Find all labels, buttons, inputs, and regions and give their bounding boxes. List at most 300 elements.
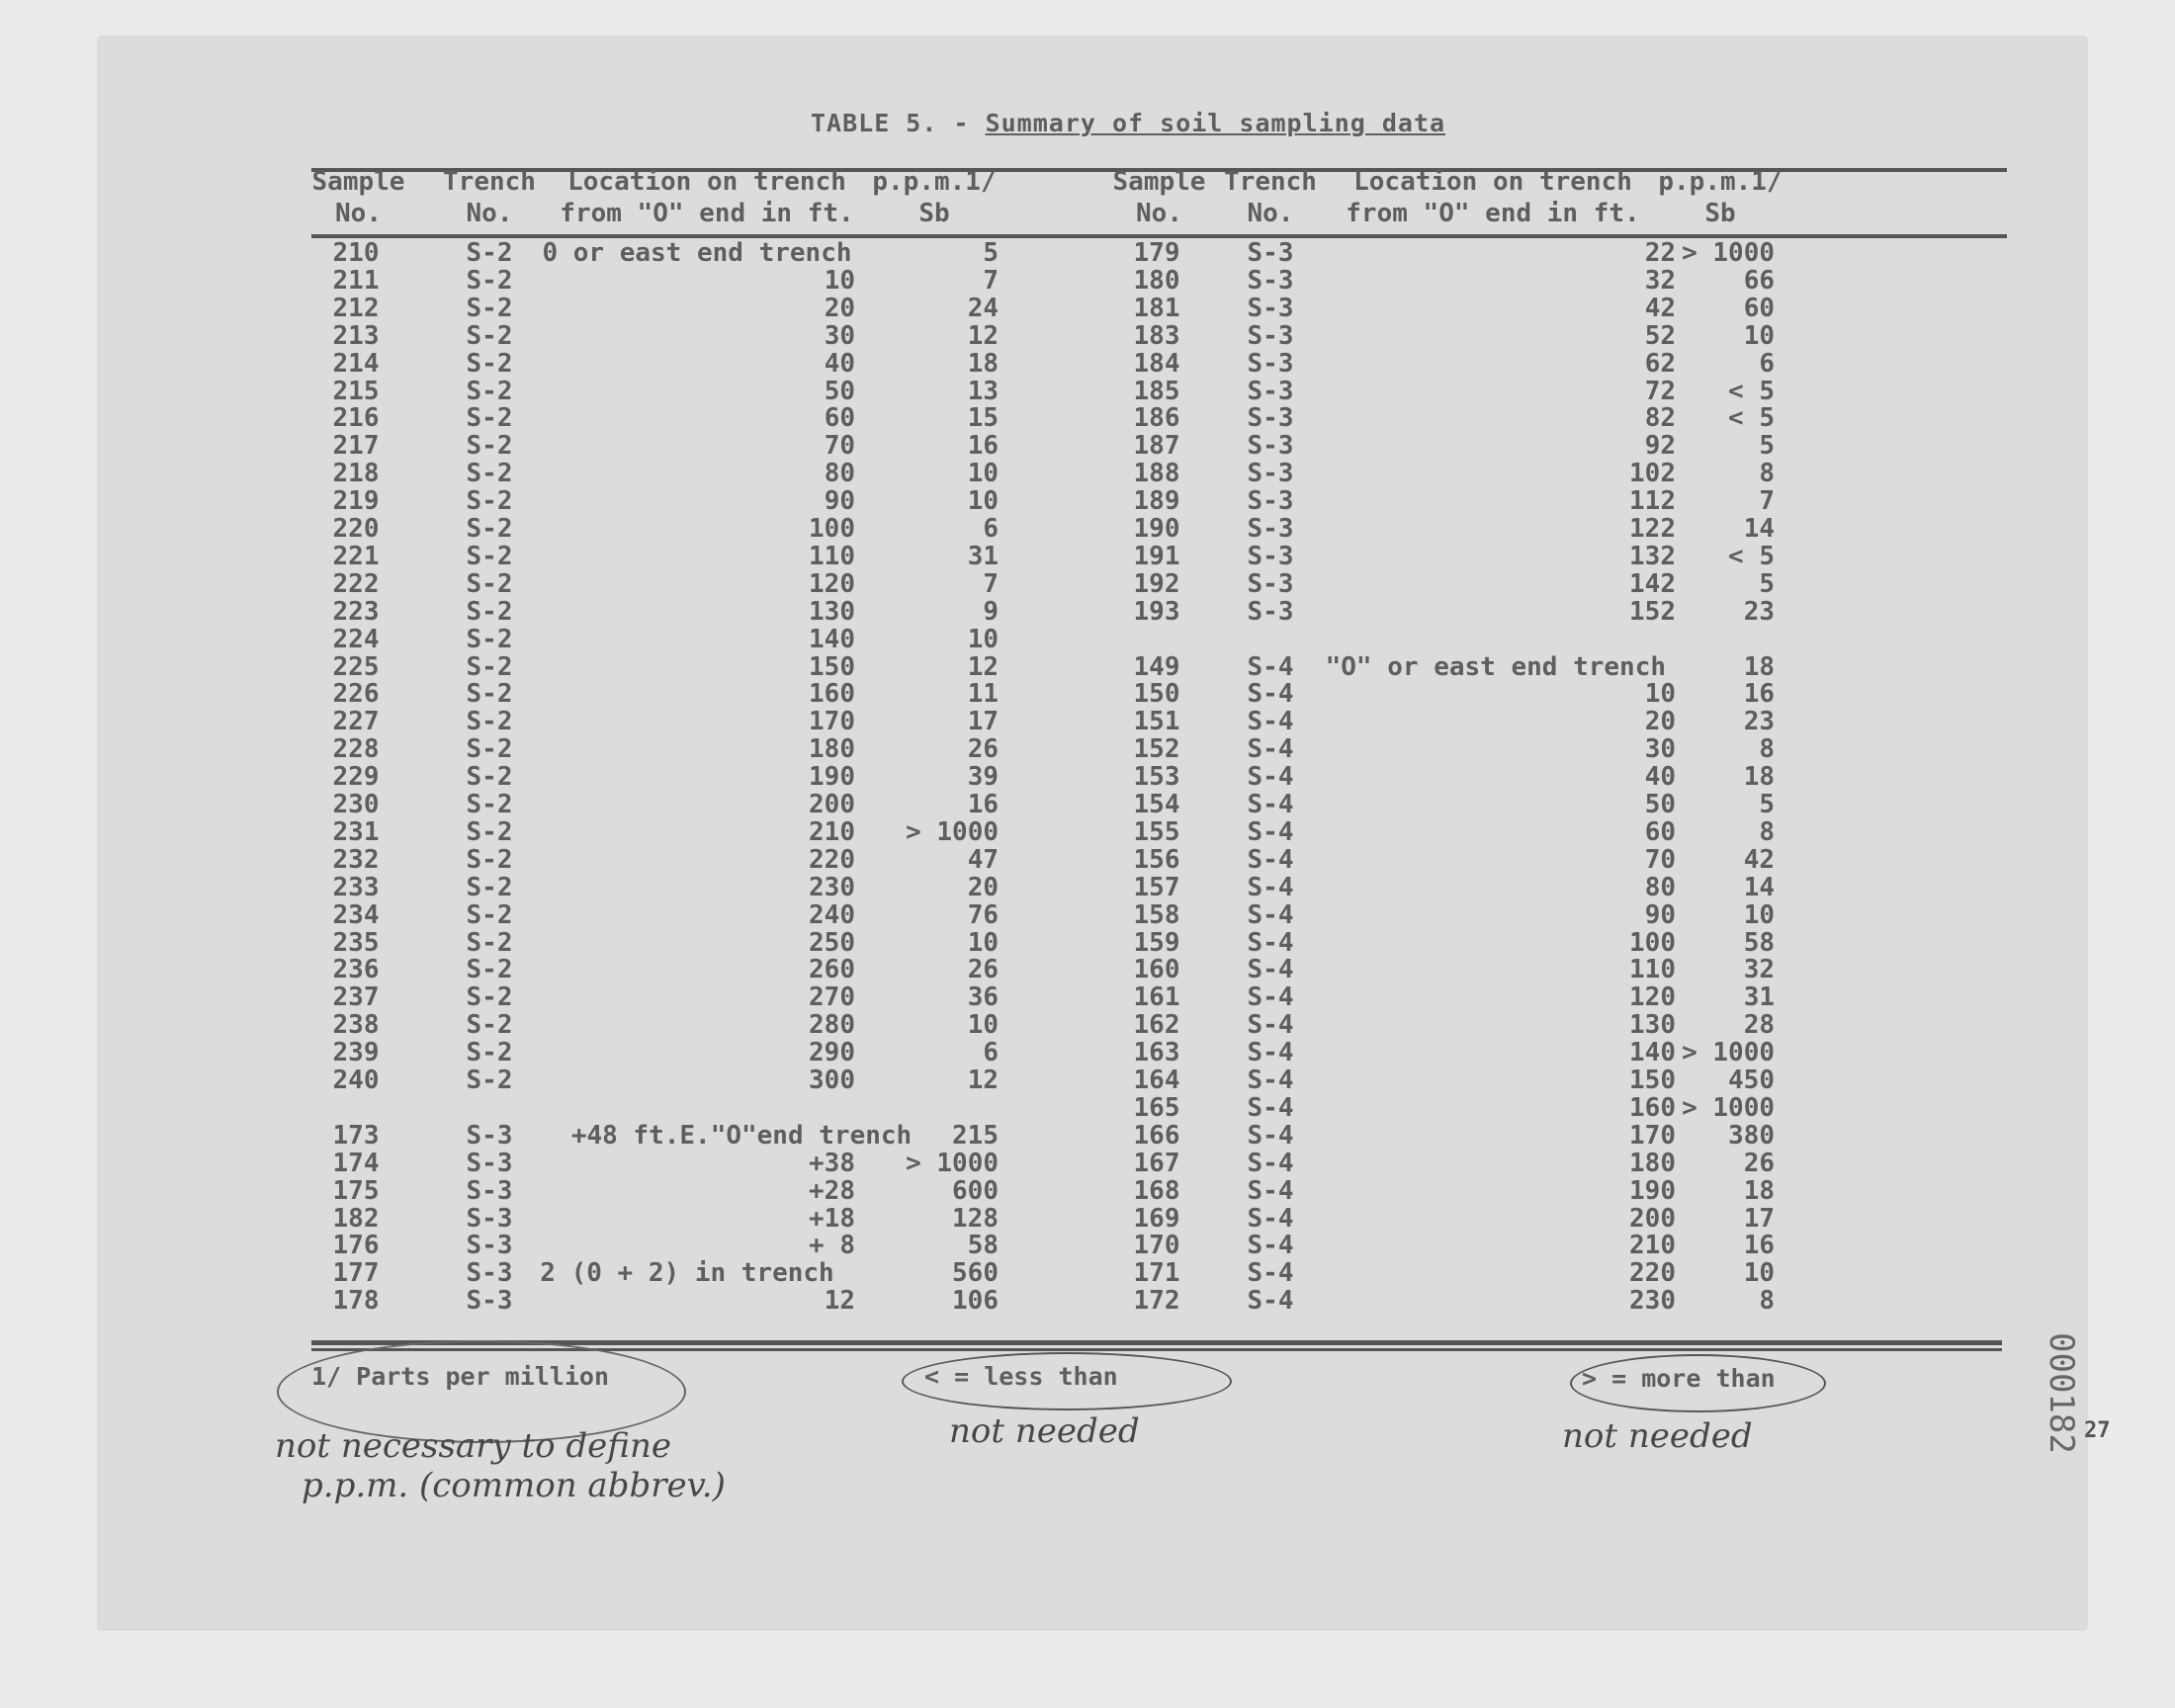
header-line-2: from "O" end in ft.	[1346, 199, 1640, 228]
scanned-page	[99, 38, 2111, 1629]
ppm-sb: < 5	[1728, 376, 1775, 406]
legend-more-than: > = more than	[1582, 1364, 1776, 1393]
ppm-sb: 6	[1759, 348, 1775, 379]
sample-no: 237	[332, 982, 380, 1013]
sample-no: 221	[332, 541, 380, 571]
trench-no: S-4	[1247, 1258, 1294, 1289]
location-ft: 220	[1629, 1258, 1676, 1289]
ppm-sb: 17	[967, 707, 999, 737]
trench-no: S-2	[466, 596, 513, 627]
trench-no: S-2	[466, 679, 513, 710]
location-ft: 300	[809, 1066, 855, 1095]
location-ft: 230	[809, 872, 855, 902]
ppm-sb: 10	[1743, 1258, 1775, 1289]
trench-no: S-4	[1247, 955, 1294, 985]
header-line-2: Sb	[1704, 199, 1736, 228]
ppm-sb: 12	[967, 1066, 999, 1095]
trench-no: S-3	[1247, 486, 1294, 517]
trench-no: S-2	[466, 376, 513, 406]
location-ft: 120	[809, 568, 855, 599]
trench-no: S-2	[466, 899, 513, 930]
ppm-sb: 10	[1743, 320, 1775, 351]
ppm-sb: 8	[1759, 459, 1775, 489]
trench-no: S-3	[1247, 348, 1294, 379]
ppm-sb: 20	[967, 872, 999, 902]
location-ft: 52	[1644, 320, 1676, 351]
trench-no: S-2	[466, 1010, 513, 1041]
sample-no: 165	[1133, 1092, 1180, 1123]
sample-no: 172	[1133, 1286, 1180, 1317]
sample-no: 228	[332, 734, 380, 765]
ppm-sb: 10	[967, 624, 999, 654]
location-ft: 22	[1644, 238, 1676, 268]
location-ft: 60	[1644, 816, 1676, 847]
location-ft: 210	[1629, 1231, 1676, 1261]
sample-no: 174	[332, 1148, 380, 1178]
ppm-sb: 16	[967, 790, 999, 819]
ppm-sb: 28	[1743, 1010, 1775, 1041]
sample-no: 173	[332, 1120, 380, 1151]
ppm-sb: 8	[1759, 1286, 1775, 1317]
location-ft: 50	[824, 376, 855, 406]
trench-no: S-2	[466, 293, 513, 323]
location-ft: 60	[824, 403, 855, 434]
ppm-sb: 560	[952, 1258, 999, 1289]
location-ft: 122	[1629, 514, 1676, 544]
ppm-sb: 47	[967, 844, 999, 875]
location-ft: 160	[809, 679, 855, 710]
header-line-2: from "O" end in ft.	[560, 199, 854, 228]
trench-no: S-2	[466, 486, 513, 517]
location-ft: 70	[1644, 844, 1676, 875]
sample-no: 216	[332, 403, 380, 434]
sample-no: 229	[332, 762, 380, 793]
ppm-sb: 23	[1743, 707, 1775, 737]
location-ft: 82	[1644, 403, 1676, 434]
page-number: 27	[2084, 1418, 2111, 1443]
ppm-sb: 10	[967, 927, 999, 958]
header-line-2: Sb	[918, 199, 950, 228]
location-ft: 120	[1629, 982, 1676, 1013]
trench-no: S-2	[466, 514, 513, 544]
trench-no: S-3	[1247, 459, 1294, 489]
location-ft: 30	[824, 320, 855, 351]
ppm-sb: 7	[983, 568, 999, 599]
sample-no: 210	[332, 238, 380, 268]
ppm-sb: 7	[1759, 486, 1775, 517]
table-title	[811, 109, 1445, 137]
location-ft: 80	[1644, 872, 1676, 902]
header-line-1: Sample	[311, 167, 405, 197]
location-ft: 110	[1629, 955, 1676, 985]
trench-no: S-3	[1247, 431, 1294, 462]
location-ft: 180	[809, 734, 855, 765]
trench-no: S-2	[466, 238, 513, 268]
location-ft: 150	[809, 651, 855, 682]
sample-no: 193	[1133, 596, 1180, 627]
trench-no: S-4	[1247, 790, 1294, 819]
location-ft: 200	[1629, 1203, 1676, 1234]
location-ft: "O" or east end trench	[1325, 651, 1666, 682]
ppm-sb: > 1000	[906, 816, 999, 847]
sample-no: 218	[332, 459, 380, 489]
sample-no: 211	[332, 265, 380, 296]
location-ft: 92	[1644, 431, 1676, 462]
location-ft: 32	[1644, 265, 1676, 296]
sample-no: 162	[1133, 1010, 1180, 1041]
sample-no: 213	[332, 320, 380, 351]
sample-no: 150	[1133, 679, 1180, 710]
handwritten-note-3: not needed	[1562, 1416, 1753, 1456]
trench-no: S-2	[466, 348, 513, 379]
ppm-sb: 16	[967, 431, 999, 462]
location-ft: 50	[1644, 790, 1676, 819]
trench-no: S-4	[1247, 762, 1294, 793]
location-ft: 62	[1644, 348, 1676, 379]
trench-no: S-3	[466, 1258, 513, 1289]
ppm-sb: 15	[967, 403, 999, 434]
sample-no: 219	[332, 486, 380, 517]
trench-no: S-3	[1247, 596, 1294, 627]
ppm-sb: 9	[983, 596, 999, 627]
ppm-sb: 26	[967, 955, 999, 985]
header-line-1: Sample	[1112, 167, 1206, 197]
sample-no: 188	[1133, 459, 1180, 489]
ppm-sb: 18	[1743, 1175, 1775, 1206]
sample-no: 227	[332, 707, 380, 737]
trench-no: S-2	[466, 624, 513, 654]
sample-no: 236	[332, 955, 380, 985]
sample-no: 179	[1133, 238, 1180, 268]
trench-no: S-2	[466, 872, 513, 902]
sample-no: 183	[1133, 320, 1180, 351]
ppm-sb: 6	[983, 1038, 999, 1068]
sample-no: 175	[332, 1175, 380, 1206]
ppm-sb: 58	[1743, 927, 1775, 958]
ppm-sb: 450	[1728, 1066, 1775, 1095]
ppm-sb: > 1000	[906, 1148, 999, 1178]
trench-no: S-2	[466, 568, 513, 599]
sample-no: 176	[332, 1231, 380, 1261]
location-ft: 42	[1644, 293, 1676, 323]
ppm-sb: 14	[1743, 514, 1775, 544]
location-ft: 72	[1644, 376, 1676, 406]
location-ft: + 8	[809, 1231, 855, 1261]
header-ppm-2	[1646, 166, 1794, 229]
ppm-sb: 39	[967, 762, 999, 793]
ppm-sb: 26	[967, 734, 999, 765]
header-sample-no-2	[1112, 166, 1206, 229]
trench-no: S-4	[1247, 707, 1294, 737]
trench-no: S-3	[1247, 320, 1294, 351]
header-line-2: No.	[466, 199, 513, 228]
ppm-sb: > 1000	[1682, 238, 1775, 268]
trench-no: S-4	[1247, 816, 1294, 847]
trench-no: S-3	[1247, 265, 1294, 296]
ppm-sb: 23	[1743, 596, 1775, 627]
location-ft: 20	[1644, 707, 1676, 737]
sample-no: 171	[1133, 1258, 1180, 1289]
location-ft: 110	[809, 541, 855, 571]
location-ft: +38	[809, 1148, 855, 1178]
trench-no: S-2	[466, 320, 513, 351]
ppm-sb: 5	[1759, 431, 1775, 462]
sample-no: 169	[1133, 1203, 1180, 1234]
ppm-sb: 31	[1743, 982, 1775, 1013]
trench-no: S-2	[466, 651, 513, 682]
sample-no: 157	[1133, 872, 1180, 902]
ppm-sb: 5	[1759, 568, 1775, 599]
ppm-sb: 18	[1743, 762, 1775, 793]
trench-no: S-2	[466, 431, 513, 462]
trench-no: S-4	[1247, 679, 1294, 710]
trench-no: S-2	[466, 707, 513, 737]
trench-no: S-2	[466, 955, 513, 985]
ppm-sb: 10	[1743, 899, 1775, 930]
location-ft: 100	[1629, 927, 1676, 958]
trench-no: S-3	[1247, 541, 1294, 571]
ppm-sb: 11	[967, 679, 999, 710]
sample-no: 239	[332, 1038, 380, 1068]
trench-no: S-4	[1247, 1010, 1294, 1041]
location-ft: +28	[809, 1175, 855, 1206]
ppm-sb: 10	[967, 459, 999, 489]
location-ft: 132	[1629, 541, 1676, 571]
sample-no: 170	[1133, 1231, 1180, 1261]
sample-no: 186	[1133, 403, 1180, 434]
sample-no: 168	[1133, 1175, 1180, 1206]
header-line-1: Trench	[1224, 167, 1317, 197]
sample-no: 234	[332, 899, 380, 930]
location-ft: 12	[824, 1286, 855, 1317]
trench-no: S-4	[1247, 844, 1294, 875]
handwritten-note-1: not necessary to define	[275, 1426, 671, 1466]
location-ft: 140	[1629, 1038, 1676, 1068]
sample-no: 163	[1133, 1038, 1180, 1068]
trench-no: S-4	[1247, 734, 1294, 765]
location-ft: 130	[1629, 1010, 1676, 1041]
trench-no: S-4	[1247, 651, 1294, 682]
sample-no: 177	[332, 1258, 380, 1289]
ppm-sb: 17	[1743, 1203, 1775, 1234]
sample-no: 164	[1133, 1066, 1180, 1095]
location-ft: 130	[809, 596, 855, 627]
header-trench-no-2	[1221, 166, 1320, 229]
trench-no: S-2	[466, 459, 513, 489]
trench-no: S-3	[466, 1120, 513, 1151]
ppm-sb: 31	[967, 541, 999, 571]
sample-no: 226	[332, 679, 380, 710]
trench-no: S-2	[466, 1066, 513, 1095]
trench-no: S-2	[466, 1038, 513, 1068]
ppm-sb: 26	[1743, 1148, 1775, 1178]
location-ft: 250	[809, 927, 855, 958]
sample-no: 159	[1133, 927, 1180, 958]
sample-no: 161	[1133, 982, 1180, 1013]
ppm-sb: 66	[1743, 265, 1775, 296]
sample-no: 166	[1133, 1120, 1180, 1151]
sample-no: 149	[1133, 651, 1180, 682]
ppm-sb: 18	[967, 348, 999, 379]
location-ft: 10	[1644, 679, 1676, 710]
ppm-sb: 16	[1743, 679, 1775, 710]
location-ft: 290	[809, 1038, 855, 1068]
ppm-sb: > 1000	[1682, 1038, 1775, 1068]
location-ft: 190	[809, 762, 855, 793]
header-ppm	[860, 166, 1008, 229]
footnote-ppm: 1/ Parts per million	[311, 1362, 610, 1391]
trench-no: S-2	[466, 790, 513, 819]
trench-no: S-3	[1247, 238, 1294, 268]
header-line-1: Trench	[443, 167, 536, 197]
sample-no: 220	[332, 514, 380, 544]
ppm-sb: 60	[1743, 293, 1775, 323]
location-ft: 90	[824, 486, 855, 517]
ppm-sb: 32	[1743, 955, 1775, 985]
sample-no: 190	[1133, 514, 1180, 544]
location-ft: 80	[824, 459, 855, 489]
ppm-sb: 8	[1759, 734, 1775, 765]
sample-no: 180	[1133, 265, 1180, 296]
trench-no: S-3	[1247, 514, 1294, 544]
sample-no: 214	[332, 348, 380, 379]
location-ft: 0 or east end trench	[542, 238, 852, 268]
header-location	[549, 166, 865, 229]
sample-no: 223	[332, 596, 380, 627]
sample-no: 184	[1133, 348, 1180, 379]
ppm-sb: < 5	[1728, 403, 1775, 434]
location-ft: 270	[809, 982, 855, 1013]
header-line-2: No.	[1136, 199, 1182, 228]
sample-no: 232	[332, 844, 380, 875]
trench-no: S-4	[1247, 982, 1294, 1013]
ppm-sb: 10	[967, 486, 999, 517]
header-location-2	[1330, 166, 1656, 229]
location-ft: 170	[809, 707, 855, 737]
location-ft: 200	[809, 790, 855, 819]
sample-no: 181	[1133, 293, 1180, 323]
header-line-1: p.p.m.1/	[1658, 167, 1783, 197]
ppm-sb: 8	[1759, 816, 1775, 847]
ppm-sb: 7	[983, 265, 999, 296]
sample-no: 238	[332, 1010, 380, 1041]
ppm-sb: 24	[967, 293, 999, 323]
sample-no: 222	[332, 568, 380, 599]
location-ft: 40	[1644, 762, 1676, 793]
ppm-sb: 13	[967, 376, 999, 406]
ppm-sb: < 5	[1728, 541, 1775, 571]
trench-no: S-3	[1247, 568, 1294, 599]
handwritten-note-2: not needed	[949, 1411, 1140, 1451]
location-ft: 260	[809, 955, 855, 985]
trench-no: S-4	[1247, 899, 1294, 930]
ppm-sb: 106	[952, 1286, 999, 1317]
location-ft: 102	[1629, 459, 1676, 489]
trench-no: S-3	[466, 1203, 513, 1234]
location-ft: 190	[1629, 1175, 1676, 1206]
location-ft: 240	[809, 899, 855, 930]
header-line-1: p.p.m.1/	[872, 167, 997, 197]
document-code: 000182	[2042, 1332, 2081, 1454]
title-text: Summary of soil sampling data	[985, 109, 1446, 137]
ppm-sb: 14	[1743, 872, 1775, 902]
location-ft: 10	[824, 265, 855, 296]
location-ft: +48 ft.E."O"end trench	[570, 1120, 913, 1151]
location-ft: 70	[824, 431, 855, 462]
trench-no: S-3	[466, 1286, 513, 1317]
location-ft: 40	[824, 348, 855, 379]
ppm-sb: 6	[983, 514, 999, 544]
sample-no: 152	[1133, 734, 1180, 765]
trench-no: S-4	[1247, 1038, 1294, 1068]
ppm-sb: 76	[967, 899, 999, 930]
location-ft: 142	[1629, 568, 1676, 599]
sample-no: 230	[332, 790, 380, 819]
location-ft: 170	[1629, 1120, 1676, 1151]
trench-no: S-2	[466, 927, 513, 958]
trench-no: S-2	[466, 816, 513, 847]
header-line-2: No.	[1247, 199, 1294, 228]
ppm-sb: > 1000	[1682, 1092, 1775, 1123]
trench-no: S-4	[1247, 1286, 1294, 1317]
trench-no: S-4	[1247, 1231, 1294, 1261]
sample-no: 192	[1133, 568, 1180, 599]
trench-no: S-2	[466, 734, 513, 765]
ppm-sb: 42	[1743, 844, 1775, 875]
ppm-sb: 16	[1743, 1231, 1775, 1261]
ppm-sb: 215	[952, 1120, 999, 1151]
location-ft: 152	[1629, 596, 1676, 627]
sample-no: 212	[332, 293, 380, 323]
sample-no: 233	[332, 872, 380, 902]
ppm-sb: 10	[967, 1010, 999, 1041]
ppm-sb: 36	[967, 982, 999, 1013]
ppm-sb: 5	[983, 238, 999, 268]
ppm-sb: 380	[1728, 1120, 1775, 1151]
location-ft: 210	[809, 816, 855, 847]
trench-no: S-2	[466, 844, 513, 875]
sample-no: 153	[1133, 762, 1180, 793]
ppm-sb: 12	[967, 320, 999, 351]
sample-no: 167	[1133, 1148, 1180, 1178]
location-ft: 220	[809, 844, 855, 875]
trench-no: S-4	[1247, 1066, 1294, 1095]
location-ft: 112	[1629, 486, 1676, 517]
trench-no: S-3	[1247, 293, 1294, 323]
location-ft: 280	[809, 1010, 855, 1041]
trench-no: S-2	[466, 982, 513, 1013]
sample-no: 217	[332, 431, 380, 462]
sample-no: 240	[332, 1066, 380, 1095]
trench-no: S-4	[1247, 1175, 1294, 1206]
sample-no: 231	[332, 816, 380, 847]
trench-no: S-2	[466, 541, 513, 571]
trench-no: S-4	[1247, 927, 1294, 958]
location-ft: 180	[1629, 1148, 1676, 1178]
sample-no: 225	[332, 651, 380, 682]
sample-no: 155	[1133, 816, 1180, 847]
location-ft: 160	[1629, 1092, 1676, 1123]
trench-no: S-2	[466, 762, 513, 793]
ppm-sb: 128	[952, 1203, 999, 1234]
location-ft: 140	[809, 624, 855, 654]
sample-no: 156	[1133, 844, 1180, 875]
sample-no: 178	[332, 1286, 380, 1317]
location-ft: 20	[824, 293, 855, 323]
sample-no: 182	[332, 1203, 380, 1234]
sample-no: 235	[332, 927, 380, 958]
sample-no: 151	[1133, 707, 1180, 737]
